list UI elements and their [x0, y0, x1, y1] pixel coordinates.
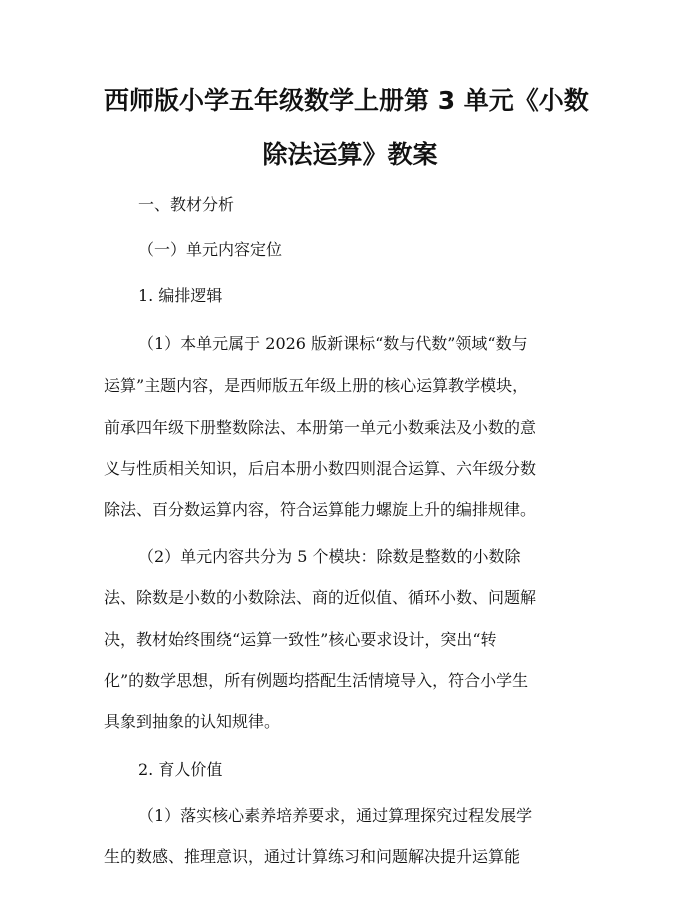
paragraph-line: 义与性质相关知识，后启本册小数四则混合运算、六年级分数 [104, 459, 537, 478]
paragraph-line: 法、除数是小数的小数除法、商的近似值、循环小数、问题解 [104, 588, 537, 607]
paragraph-line: 运算”主题内容，是西师版五年级上册的核心运算教学模块， [104, 376, 529, 395]
paragraph-line: 前承四年级下册整数除法、本册第一单元小数乘法及小数的意 [104, 418, 537, 437]
item-heading-arrangement-logic: 1. 编排逻辑 [138, 286, 223, 305]
document-title-line-1: 西师版小学五年级数学上册第 3 单元《小数 [104, 86, 589, 115]
paragraph-line: （1）本单元属于 2026 版新课标“数与代数”领域“数与 [138, 334, 528, 353]
document-title-line-2: 除法运算》教案 [262, 140, 438, 169]
subsection-heading-positioning: （一）单元内容定位 [138, 240, 283, 259]
item-heading-educational-value: 2. 育人价值 [138, 760, 223, 779]
paragraph-line: 决，教材始终围绕“运算一致性”核心要求设计，突出“转 [104, 630, 497, 649]
paragraph-line: （2）单元内容共分为 5 个模块：除数是整数的小数除 [138, 547, 521, 566]
section-heading-analysis: 一、教材分析 [138, 195, 235, 214]
paragraph-line: 具象到抽象的认知规律。 [104, 712, 281, 731]
paragraph-line: 化”的数学思想，所有例题均搭配生活情境导入，符合小学生 [104, 671, 529, 690]
paragraph-line: 生的数感、推理意识，通过计算练习和问题解决提升运算能 [104, 847, 521, 866]
paragraph-line: 除法、百分数运算内容，符合运算能力螺旋上升的编排规律。 [104, 500, 537, 519]
paragraph-line: （1）落实核心素养培养要求，通过算理探究过程发展学 [138, 806, 533, 825]
